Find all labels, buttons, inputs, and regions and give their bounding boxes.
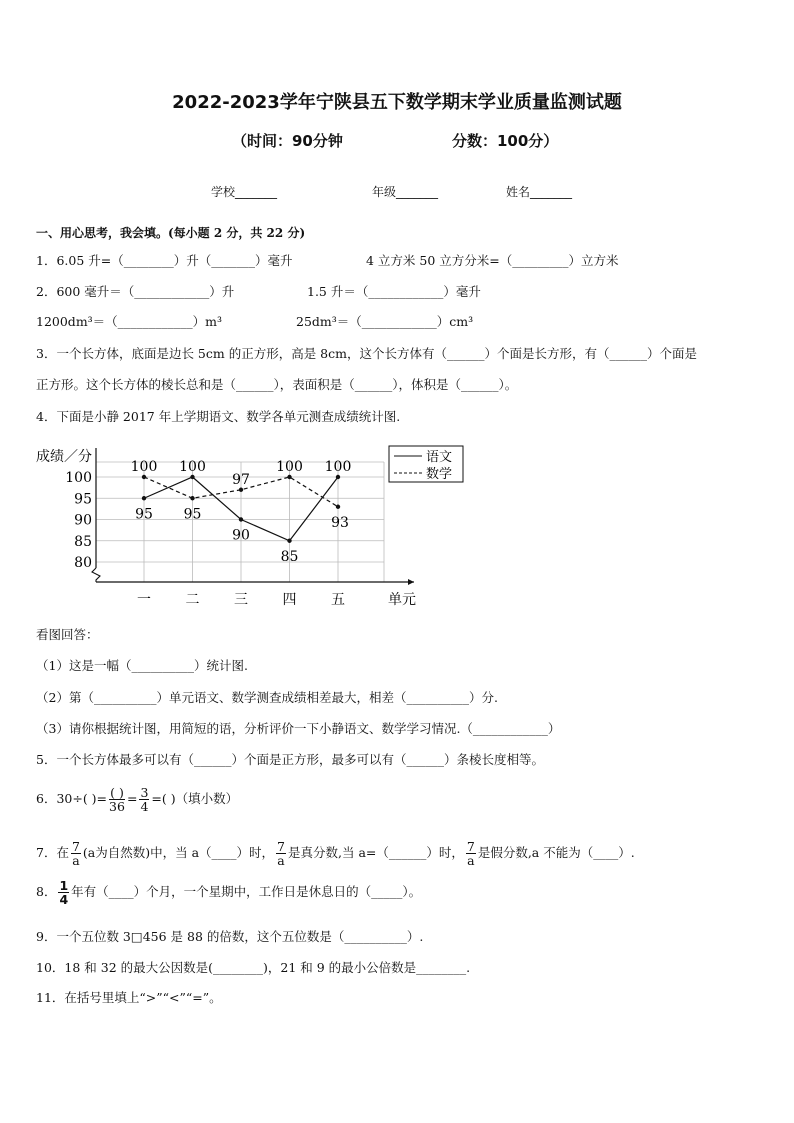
question-4-sub2: （2）第（__________）单元语文、数学测查成绩相差最大，相差（__________）分. bbox=[36, 690, 498, 705]
q8-post: 年有（____）个月，一个星期中，工作日是休息日的（_____）。 bbox=[71, 884, 422, 900]
q6-f2-num: 3 bbox=[140, 785, 149, 800]
q7-fraction-a bbox=[71, 840, 81, 867]
q6-f1-den: 36 bbox=[109, 799, 125, 815]
question-4-sub3: （3）请你根据统计图，用简短的语，分析评价一下小静语文、数学学习情况.（____________） bbox=[36, 721, 561, 736]
q6-post: =( )（填小数） bbox=[151, 791, 239, 807]
data-label: 95 bbox=[135, 506, 153, 523]
data-label: 93 bbox=[331, 514, 349, 531]
y-tick-label: 85 bbox=[74, 533, 92, 550]
q7-fraction-c bbox=[466, 840, 476, 867]
y-tick-label: 95 bbox=[74, 491, 92, 508]
x-tick-label: 五 bbox=[331, 592, 345, 608]
x-tick-label: 四 bbox=[282, 592, 297, 608]
question-3-line1: 3．一个长方体，底面是边长 5cm 的正方形，高是 8cm，这个长方体有（______）个面是长方形，有（______）个面是 bbox=[36, 346, 697, 361]
data-point bbox=[287, 475, 291, 479]
data-point bbox=[336, 505, 340, 509]
question-1b: 4 立方米 50 立方分米=（_________）立方米 bbox=[366, 253, 619, 268]
data-label: 100 bbox=[324, 459, 352, 475]
x-tick-label: 二 bbox=[185, 592, 200, 608]
question-8 bbox=[36, 879, 421, 906]
question-2a: 2．600 毫升＝（____________）升 bbox=[36, 284, 235, 299]
q6-fraction-2 bbox=[139, 786, 149, 813]
data-label: 85 bbox=[280, 548, 299, 565]
q7-den: a bbox=[72, 853, 80, 869]
legend-label-math: 数学 bbox=[426, 467, 453, 482]
q7-text-2: 是真分数,当 a=（______）时， bbox=[288, 845, 464, 861]
question-11: 11．在括号里填上“>”“<”“=”。 bbox=[36, 990, 222, 1005]
q8-den: 4 bbox=[59, 892, 69, 908]
exam-time: （时间：90分钟 bbox=[232, 132, 343, 150]
q7-num-2: 7 bbox=[277, 839, 285, 854]
data-point bbox=[287, 539, 291, 543]
data-point bbox=[190, 475, 194, 479]
page-title: 2022-2023学年宁陕县五下数学期末学业质量监测试题 bbox=[172, 92, 622, 113]
data-point bbox=[239, 488, 243, 492]
data-label: 90 bbox=[232, 527, 250, 544]
data-point bbox=[239, 517, 243, 521]
question-4-look: 看图回答： bbox=[36, 627, 99, 642]
exam-score: 分数：100分） bbox=[452, 132, 559, 150]
q6-pre: 6．30÷( )= bbox=[36, 791, 108, 807]
section-heading: 一、用心思考，我会填。(每小题 2 分，共 22 分) bbox=[36, 226, 306, 240]
question-1a: 1．6.05 升=（________）升（_______）毫升 bbox=[36, 253, 293, 268]
score-line-chart bbox=[34, 440, 453, 615]
question-2d: 25dm³＝（____________）cm³ bbox=[296, 314, 474, 329]
question-3-line2: 正方形。这个长方体的棱长总和是（______），表面积是（______），体积是（______）。 bbox=[36, 377, 518, 392]
data-label: 100 bbox=[179, 459, 206, 475]
data-point bbox=[190, 496, 194, 500]
q6-f2-den: 4 bbox=[140, 799, 149, 815]
question-5: 5．一个长方体最多可以有（______）个面是正方形，最多可以有（______）条棱长度相等。 bbox=[36, 752, 544, 767]
data-point bbox=[336, 475, 340, 479]
q8-num: 1 bbox=[59, 878, 69, 893]
q8-pre: 8． bbox=[36, 884, 57, 900]
data-label: 100 bbox=[276, 459, 303, 475]
q6-fraction-1 bbox=[109, 786, 125, 813]
x-tick-label: 一 bbox=[137, 592, 151, 608]
y-axis-break bbox=[92, 568, 100, 582]
data-label: 100 bbox=[130, 459, 158, 475]
grade-field: 年级_______ bbox=[372, 185, 439, 199]
q7-pre: 7．在 bbox=[36, 845, 69, 861]
q7-num-3: 7 bbox=[466, 839, 475, 854]
question-4-intro: 4．下面是小静 2017 年上学期语文、数学各单元测查成绩统计图. bbox=[36, 409, 401, 424]
x-tick-label: 三 bbox=[234, 592, 248, 608]
x-axis-label: 单元 bbox=[388, 592, 416, 608]
q7-den-2: a bbox=[277, 853, 285, 869]
x-axis-arrow bbox=[408, 579, 414, 585]
y-tick-label: 90 bbox=[74, 512, 92, 529]
question-4-sub1: （1）这是一幅（__________）统计图. bbox=[36, 658, 248, 673]
y-tick-label: 80 bbox=[74, 555, 92, 571]
y-tick-label: 100 bbox=[65, 470, 92, 486]
data-label: 95 bbox=[183, 506, 202, 523]
q6-eq: = bbox=[126, 791, 138, 807]
q7-text-3: 是假分数,a 不能为（____）. bbox=[477, 845, 635, 861]
data-label: 97 bbox=[232, 471, 250, 488]
q6-f1-num: ( ) bbox=[110, 785, 124, 800]
question-10: 10．18 和 32 的最大公因数是(________)，21 和 9 的最小公倍数是________. bbox=[36, 960, 471, 975]
data-point bbox=[142, 496, 146, 500]
q8-fraction bbox=[58, 879, 69, 906]
y-axis-label: 成绩／分 bbox=[36, 449, 92, 465]
question-2c: 1200dm³＝（____________）m³ bbox=[36, 314, 223, 329]
legend-label-chinese: 语文 bbox=[426, 450, 453, 465]
q7-fraction-b bbox=[276, 840, 286, 867]
q7-num: 7 bbox=[71, 839, 80, 854]
question-7 bbox=[36, 840, 635, 867]
question-9: 9．一个五位数 3□456 是 88 的倍数，这个五位数是（__________）. bbox=[36, 929, 424, 944]
q7-den-3: a bbox=[467, 853, 475, 869]
question-6 bbox=[36, 786, 238, 813]
question-2b: 1.5 升＝（____________）毫升 bbox=[307, 284, 481, 299]
school-field: 学校_______ bbox=[211, 185, 278, 199]
name-field: 姓名_______ bbox=[506, 185, 573, 199]
q7-text-1: (a为自然数)中，当 a（____）时， bbox=[82, 845, 275, 861]
data-point bbox=[142, 475, 146, 479]
